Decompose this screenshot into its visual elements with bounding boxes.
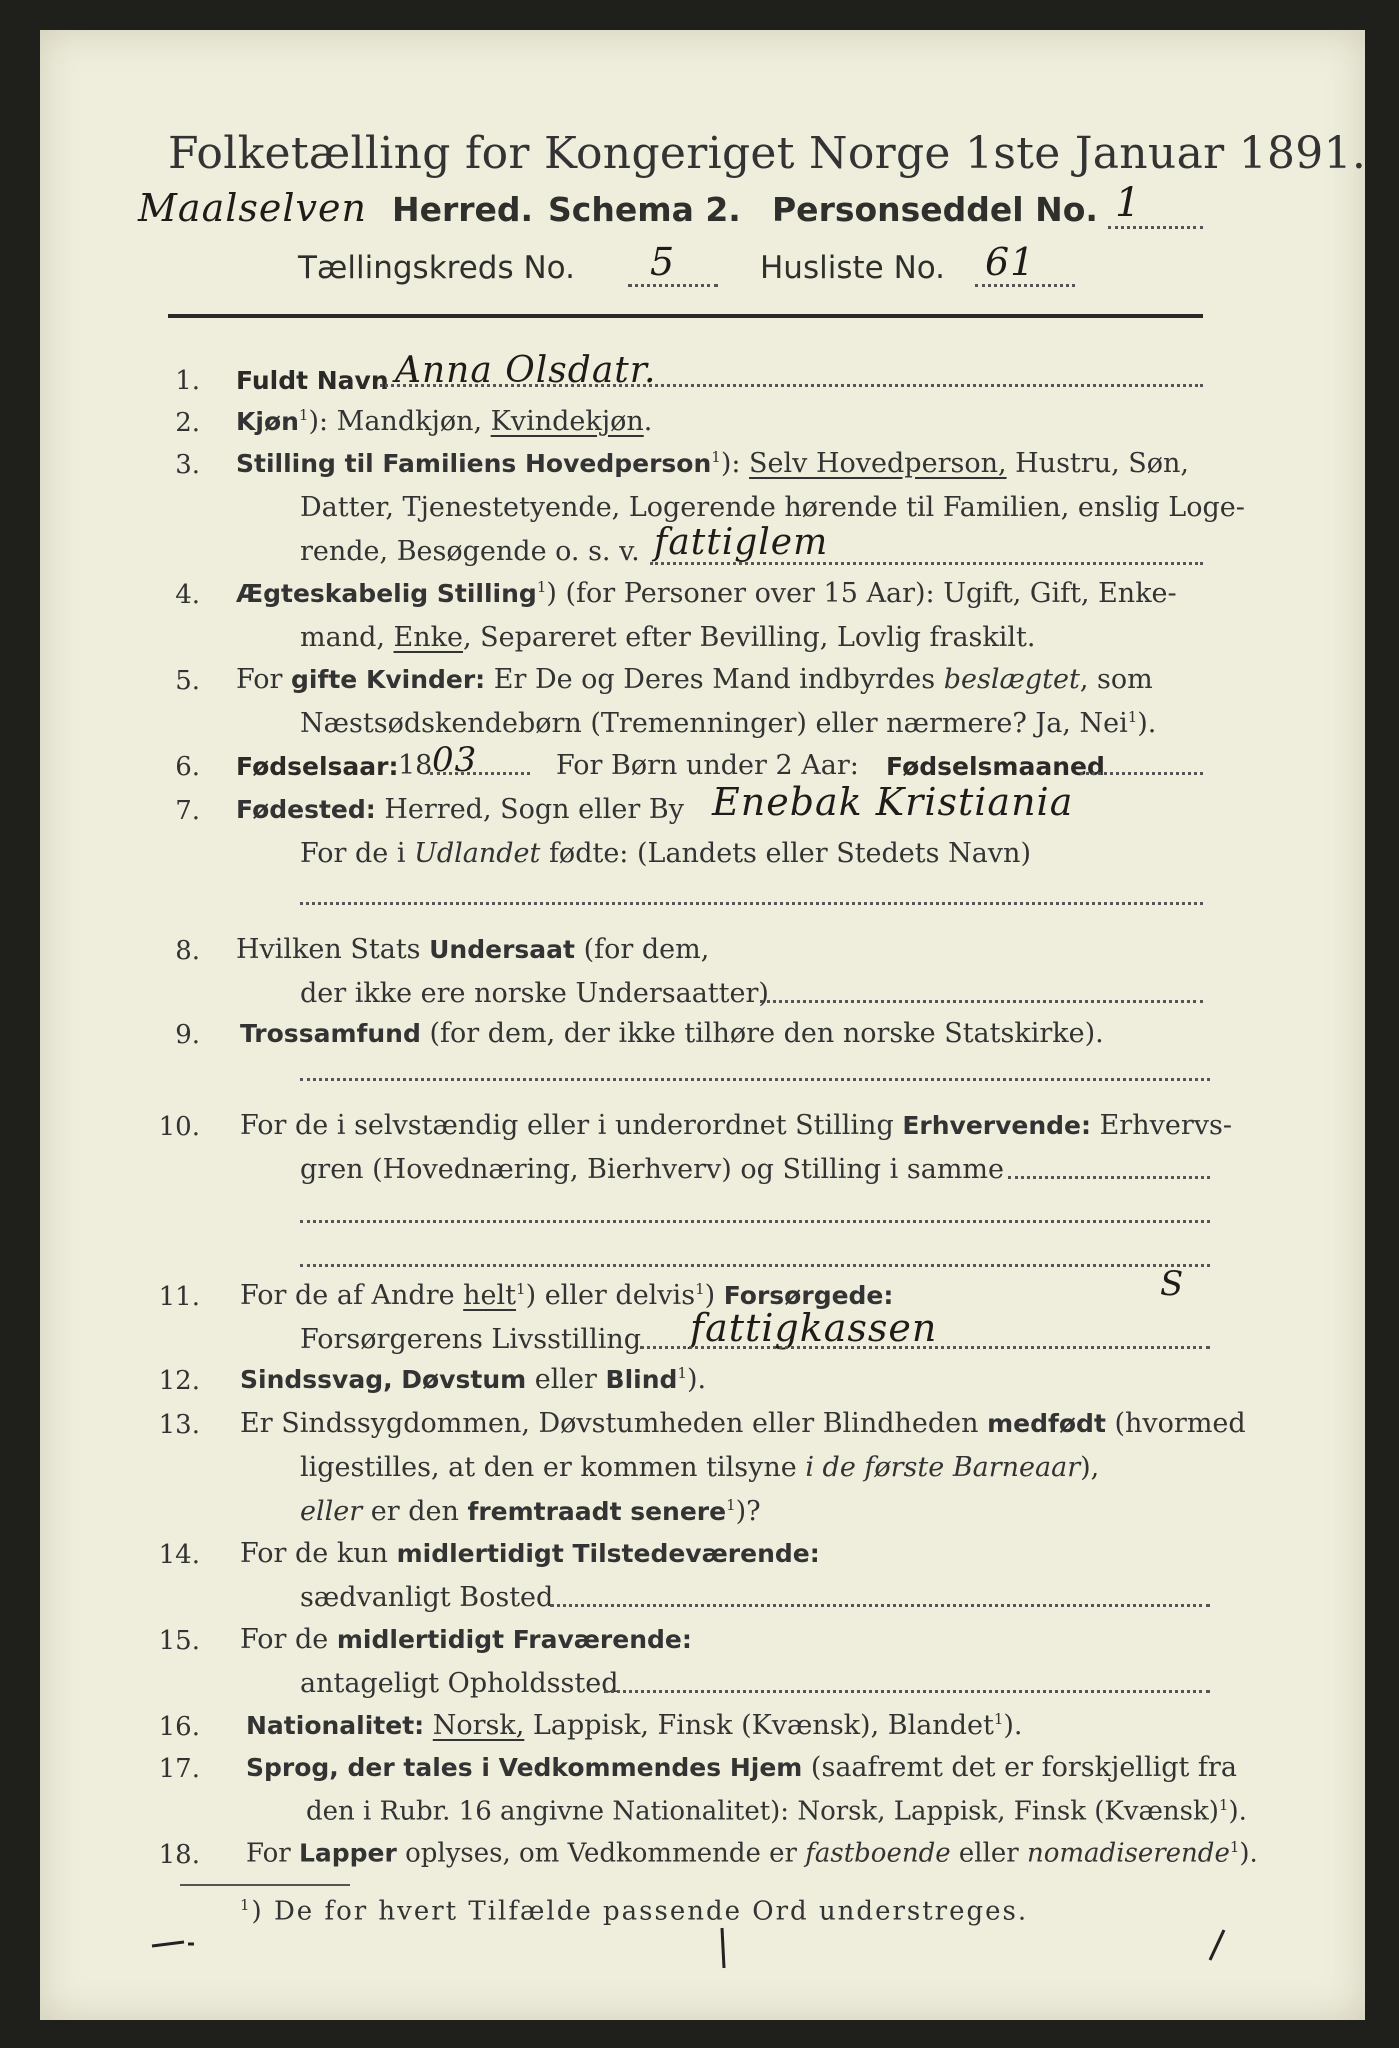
personseddel-dots [1108,226,1203,229]
herred-value: Maalselven [138,186,367,230]
q4-line1: Ægteskabelig Stilling$^1$) (for Personer over 15 Aar): Ugift, Gift, Enke- [236,578,1177,609]
q16-number: 16. [158,1712,200,1742]
q6-text: For Børn under 2 Aar: [556,750,859,781]
q18-line1: For Lapper oplyses, om Vedkommende er fastboende eller nomadiserende$^1$). [246,1838,1258,1869]
q6-number: 6. [175,752,200,782]
q5-line2: Næstsødskendebørn (Tremenninger) eller nærmere? Ja, Nei$^1$). [300,708,1157,739]
husliste-value: 61 [985,240,1036,284]
form-title: Folketælling for Kongeriget Norge 1ste Januar 1891. [168,128,1367,179]
q8-line1: Hvilken Stats Undersaat (for dem, [236,934,710,965]
q15-line1: For de midlertidigt Fraværende: [240,1624,692,1655]
q1-number: 1. [175,366,200,396]
q3-line2: Datter, Tjenestetyende, Logerende hørende til Familien, enslig Loge- [300,492,1245,523]
q10-line1: For de i selvstændig eller i underordnet Stilling Erhvervende: Erhvervs- [240,1110,1232,1141]
q17-line1: Sprog, der tales i Vedkommendes Hjem (saafremt det er forskjelligt fra [246,1752,1237,1783]
q7-line2: For de i Udlandet fødte: (Landets eller Stedets Navn) [300,838,1031,869]
q6-month-dots [1080,772,1203,775]
q6-year-prefix: 18 [398,750,433,781]
schema-label: Schema 2. [548,190,741,229]
personseddel-value: 1 [1115,180,1142,226]
q14-line1: For de kun midlertidigt Tilstedeværende: [240,1538,820,1569]
q11-number: 11. [158,1282,200,1312]
q15-dots [604,1690,1210,1693]
kreds-label: Tællingskreds No. [298,250,575,286]
q14-number: 14. [158,1540,200,1570]
q7-value: Enebak Kristiania [712,780,1074,824]
q11-mark: S [1160,1264,1185,1304]
q18-number: 18. [158,1840,200,1870]
q9-number: 9. [175,1020,200,1050]
q11-dots [640,1346,1210,1349]
q13-line3: eller er den fremtraadt senere$^1$)? [300,1496,761,1527]
q14-dots [550,1604,1210,1607]
q2-number: 2. [175,408,200,438]
q6-label: Fødselsaar: [236,752,399,781]
kreds-dots [628,284,718,287]
q12-number: 12. [158,1366,200,1396]
q10-dots1 [1008,1176,1210,1179]
q17-line2: den i Rubr. 16 angivne Nationalitet): Norsk, Lappisk, Finsk (Kvænsk)$^1$). [306,1796,1247,1827]
personseddel-label: Personseddel No. [772,190,1098,229]
q3-line3: rende, Besøgende o. s. v. [300,536,640,567]
ink-marks [150,1920,1250,1980]
q14-line2: sædvanligt Bosted [300,1582,554,1613]
header-rule [168,314,1203,318]
q8-line2: der ikke ere norske Undersaatter) [300,978,769,1009]
husliste-label: Husliste No. [760,250,946,286]
q10-dots3 [300,1264,1210,1267]
q9-dots [300,1078,1210,1081]
q7-dots [300,902,1203,905]
q7-number: 7. [175,796,200,826]
herred-label: Herred. [392,190,534,229]
ink-mark-right [1210,1930,1224,1960]
q3-dots [650,562,1203,565]
q15-number: 15. [158,1626,200,1656]
q11-value: fattigkassen [690,1306,938,1350]
q11-line2: Forsørgerens Livsstilling [300,1324,642,1355]
footnote-rule [180,1884,350,1886]
q10-dots2 [300,1220,1210,1223]
q4-line2: mand, Enke, Separeret efter Bevilling, Lovlig fraskilt. [300,622,1036,653]
q16-line1: Nationalitet: Norsk, Lappisk, Finsk (Kvænsk), Blandet$^1$). [246,1710,1023,1741]
q15-line2: antageligt Opholdssted [300,1668,619,1699]
q9-line1: Trossamfund (for dem, der ikke tilhøre den norske Statskirke). [240,1018,1104,1049]
q5-number: 5. [175,666,200,696]
q12-line1: Sindssvag, Døvstum eller Blind$^1$). [240,1364,707,1395]
q5-line1: For gifte Kvinder: Er De og Deres Mand indbyrdes beslægtet, som [236,664,1153,695]
q1-label: Fuldt Navn [236,366,389,395]
q6-year-dots [430,772,530,775]
q13-line1: Er Sindssygdommen, Døvstumheden eller Blindheden medfødt (hvormed [240,1408,1246,1439]
ink-mark-center [722,1928,724,1968]
q13-line2: ligestilles, at den er kommen tilsyne i de første Barneaar), [300,1452,1100,1483]
q11-line1: For de af Andre helt$^1$) eller delvis$^1$) Forsørgede: [240,1280,894,1311]
q3-line1: Stilling til Familiens Hovedperson$^1$): Selv Hovedperson, Hustru, Søn, [236,448,1189,479]
q13-number: 13. [158,1410,200,1440]
q3-value: fattiglem [654,522,829,563]
ink-mark-left [152,1942,194,1946]
kreds-value: 5 [650,240,676,284]
q6-label2: Fødselsmaaned [886,752,1105,781]
q3-number: 3. [175,450,200,480]
q2-line: Kjøn$^1$): Mandkjøn, Kvindekjøn. [236,406,653,437]
q1-dots [380,384,1203,387]
q8-number: 8. [175,936,200,966]
husliste-dots [975,284,1075,287]
q17-number: 17. [158,1754,200,1784]
footnote: $^1$) De for hvert Tilfælde passende Ord understreges. [240,1896,1029,1927]
q6-year-value: 03 [432,740,478,780]
q10-number: 10. [158,1112,200,1142]
q10-line2: gren (Hovednæring, Bierhverv) og Stilling i samme [300,1154,1005,1185]
q1-value: Anna Olsdatr. [395,350,657,391]
q4-number: 4. [175,580,200,610]
q8-dots [760,1000,1203,1003]
q7-line1: Fødested: Herred, Sogn eller By [236,794,684,825]
